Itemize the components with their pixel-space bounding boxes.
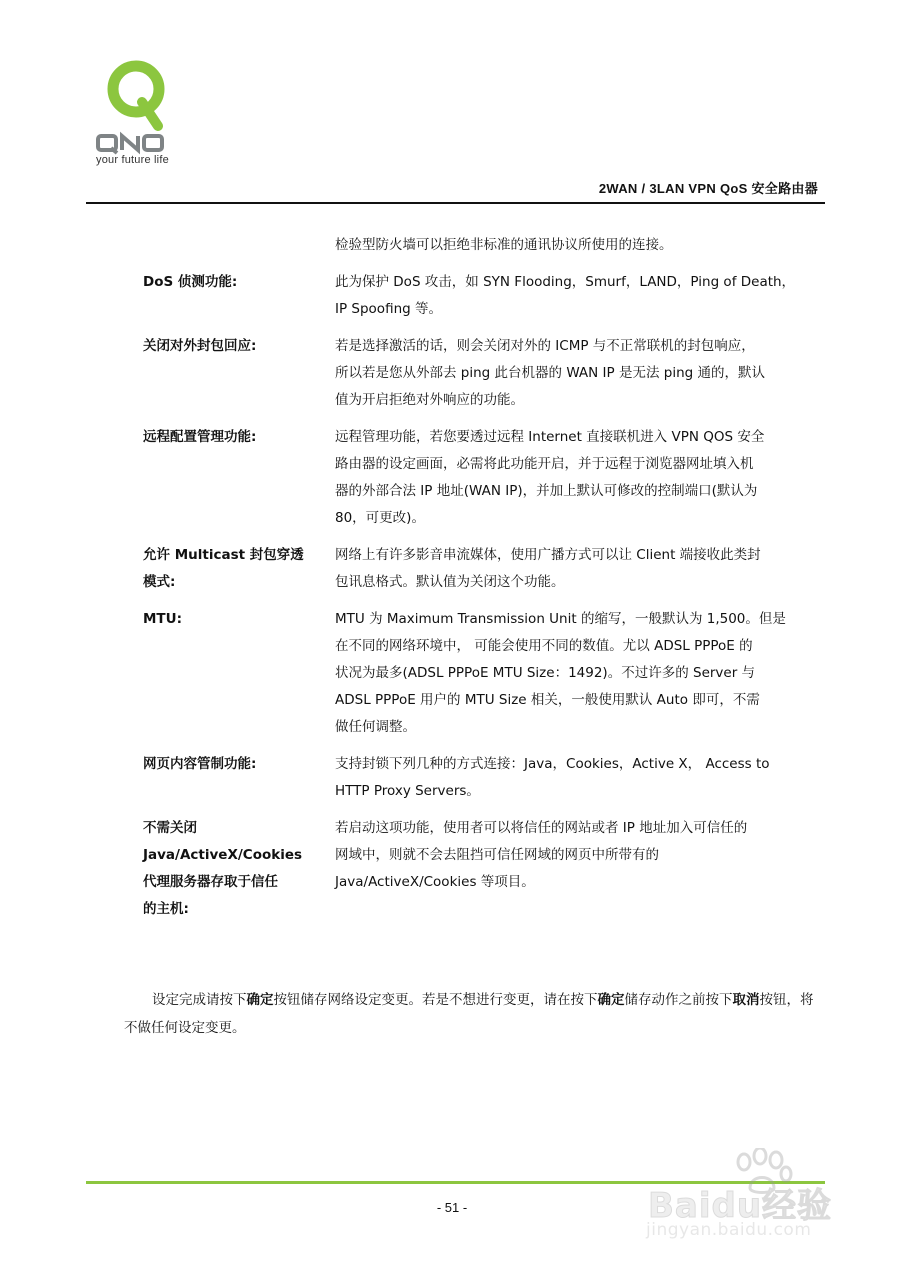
intro-line: 检验型防火墙可以拒绝非标准的通讯协议所使用的连接。: [335, 237, 673, 253]
ok-keyword: 确定: [597, 992, 625, 1008]
row-description: 此为保护 DoS 攻击，如 SYN Flooding，Smurf，LAND，Ping of Death， IP Spoofing 等。: [335, 274, 796, 317]
page-number: - 51 -: [436, 1200, 468, 1215]
row-description: 支持封锁下列几种的方式连接：Java，Cookies，Active X， Access to HTTP Proxy Servers。: [335, 756, 770, 799]
row-label: 关闭对外封包回应:: [143, 338, 257, 354]
row-content-filter: [143, 751, 808, 805]
cancel-keyword: 取消: [732, 992, 760, 1008]
row-dos: [143, 269, 808, 323]
row-label: DoS 侦测功能:: [143, 274, 238, 290]
intro-row: [143, 232, 808, 259]
row-description: 网络上有许多影音串流媒体，使用广播方式可以让 Client 端接收此类封 包讯息格式。默认值为关闭这个功能。: [335, 547, 761, 590]
closing-paragraph: 设定完成请按下确定按钮储存网络设定变更。若是不想进行变更，请在按下确定储存动作之前按下取消按钮，将不做任何设定变更。: [124, 992, 814, 1036]
settings-description: [143, 232, 808, 923]
qno-logo-mark: [92, 58, 192, 158]
ok-keyword: 确定: [246, 992, 274, 1008]
row-label: 网页内容管制功能:: [143, 756, 257, 772]
row-mtu: [143, 606, 808, 741]
baidu-watermark: [640, 1148, 860, 1248]
row-label: 远程配置管理功能:: [143, 429, 257, 445]
row-remote-management: [143, 424, 808, 532]
row-description: MTU 为 Maximum Transmission Unit 的缩写，一般默认为 1,500。但是 在不同的网络环境中， 可能会使用不同的数值。尤以 ADSL PPPoE 的 状况为最多(ADSL PPPoE MTU Size：1492)。不过许多的 Server 与 ADSL PPPoE 用户的 MTU Size 相关，一般使用默认 Auto 即可，不需 做任何调整。: [335, 611, 786, 735]
row-description: 若启动这项功能，使用者可以将信任的网站或者 IP 地址加入可信任的 网域中，则就不会去阻挡可信任网域的网页中所带有的 Java/ActiveX/Cookies 等项目。: [335, 820, 748, 890]
watermark-url: jingyan.baidu.com: [646, 1220, 812, 1240]
product-title: 2WAN / 3LAN VPN QoS 安全路由器: [598, 181, 818, 196]
header-divider: [86, 202, 825, 204]
row-label: 不需关闭 Java/ActiveX/Cookies 代理服务器存取于信任 的主机:: [143, 820, 303, 917]
row-description: 若是选择激活的话，则会关闭对外的 ICMP 与不正常联机的封包响应， 所以若是您从外部去 ping 此台机器的 WAN IP 是无法 ping 通的，默认 值为开启拒绝对外响应的功能。: [335, 338, 765, 408]
row-label: 允许 Multicast 封包穿透 模式:: [143, 547, 304, 590]
row-label: MTU:: [143, 611, 183, 627]
watermark-brand: Baidu经验: [648, 1186, 833, 1226]
row-block-wan-request: [143, 333, 808, 414]
row-description: 远程管理功能，若您要透过远程 Internet 直接联机进入 VPN QOS 安全 路由器的设定画面，必需将此功能开启，并于远程于浏览器网址填入机 器的外部合法 IP 地址(WAN IP)，并加上默认可修改的控制端口(默认为 80，可更改)。: [335, 429, 765, 526]
row-multicast: [143, 542, 808, 596]
logo-tagline: your future life: [96, 154, 169, 166]
row-trusted-domains: [143, 815, 808, 923]
